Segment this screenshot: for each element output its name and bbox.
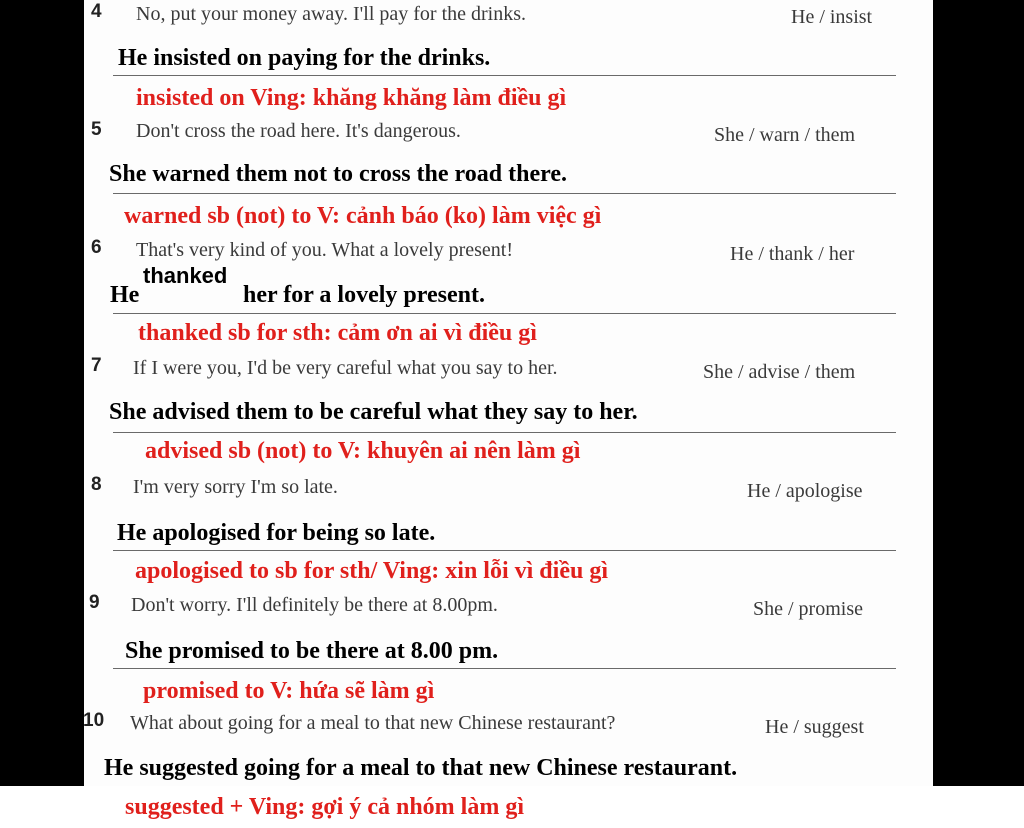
answer-rule [113, 668, 896, 669]
answer-rule [113, 75, 896, 76]
grammar-note: thanked sb for sth: cảm ơn ai vì điều gì [138, 320, 537, 346]
answer-line: He insisted on paying for the drinks. [118, 45, 491, 71]
grammar-note: warned sb (not) to V: cảnh báo (ko) làm việc gì [124, 203, 602, 229]
exercise-cue: He / thank / her [730, 243, 855, 265]
exercise-cue: She / warn / them [714, 124, 856, 146]
exercise-prompt: What about going for a meal to that new Chinese restaurant? [130, 712, 616, 734]
answer-line-start: He [110, 282, 140, 308]
answer-rule [113, 313, 896, 314]
right-black-margin [933, 0, 1024, 786]
exercise-number: 10 [83, 710, 105, 731]
answer-rule [113, 550, 896, 551]
exercise-prompt: If I were you, I'd be very careful what you say to her. [133, 357, 558, 379]
answer-line: She warned them not to cross the road there. [109, 161, 567, 187]
answer-line: She advised them to be careful what they say to her. [109, 399, 638, 425]
exercise-cue: He / apologise [747, 480, 863, 502]
answer-rule [113, 432, 896, 433]
answer-line: She promised to be there at 8.00 pm. [125, 638, 499, 664]
exercise-number: 7 [91, 355, 102, 376]
exercise-cue: He / insist [791, 6, 873, 28]
grammar-note: promised to V: hứa sẽ làm gì [143, 678, 435, 704]
exercise-prompt: Don't cross the road here. It's dangerous. [136, 120, 461, 142]
exercise-prompt: Don't worry. I'll definitely be there at 8.00pm. [131, 594, 498, 616]
exercise-number: 5 [91, 119, 102, 140]
grammar-note: apologised to sb for sth/ Ving: xin lỗi vì điều gì [135, 558, 608, 584]
exercise-cue: She / advise / them [703, 361, 856, 383]
answer-line: He suggested going for a meal to that new Chinese restaurant. [104, 755, 738, 781]
exercise-prompt: I'm very sorry I'm so late. [133, 476, 338, 498]
exercise-number: 4 [91, 1, 102, 22]
answer-rule [113, 193, 896, 194]
exercise-number: 6 [91, 237, 102, 258]
inserted-answer-word: thanked [143, 263, 228, 288]
grammar-note: insisted on Ving: khăng khăng làm điều gì [136, 85, 567, 111]
exercise-number: 8 [91, 474, 102, 495]
left-black-margin [0, 0, 84, 786]
exercise-prompt: That's very kind of you. What a lovely present! [136, 239, 514, 261]
exercise-cue: He / suggest [765, 716, 864, 738]
grammar-note: advised sb (not) to V: khuyên ai nên làm gì [145, 438, 581, 464]
answer-line: He apologised for being so late. [117, 520, 436, 546]
exercise-number: 9 [89, 592, 100, 613]
exercise-prompt: No, put your money away. I'll pay for the drinks. [136, 3, 526, 25]
grammar-note: suggested + Ving: gợi ý cả nhóm làm gì [125, 794, 524, 820]
exercise-cue: She / promise [753, 598, 863, 620]
answer-line-end: her for a lovely present. [243, 282, 485, 308]
